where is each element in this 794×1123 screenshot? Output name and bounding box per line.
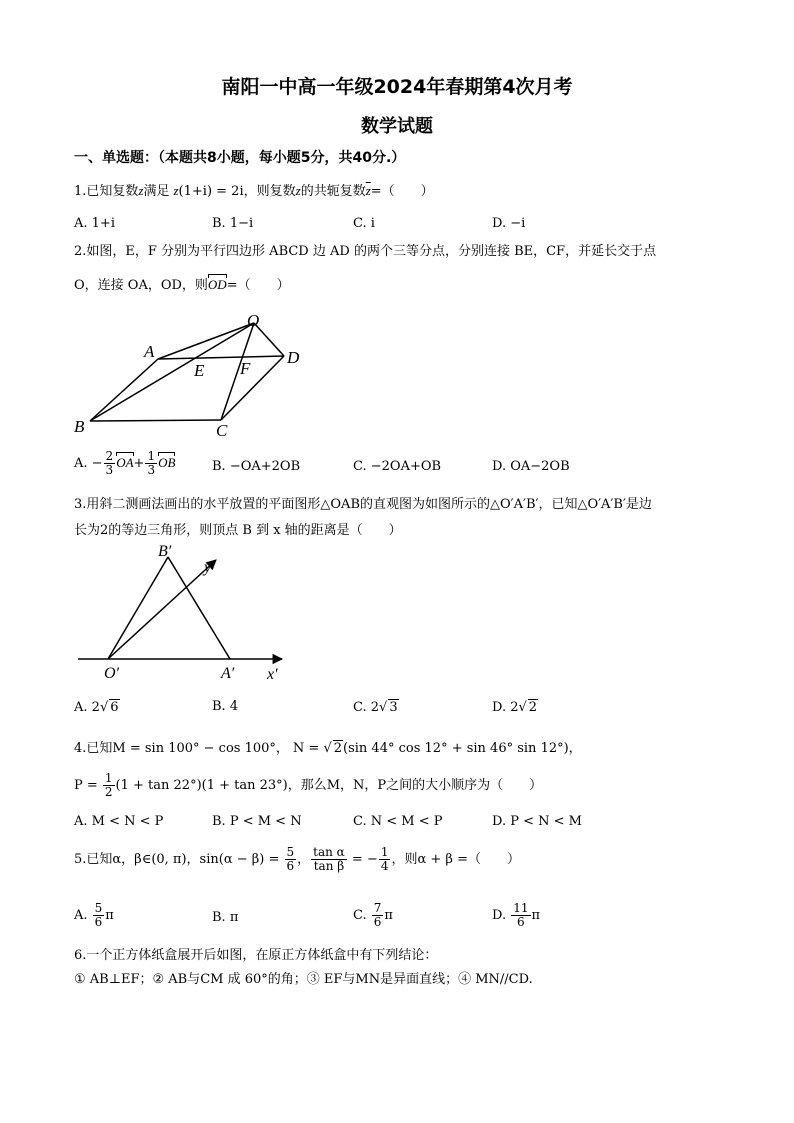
question-6-line-1: 6.一个正方体纸盒展开后如图，在原正方体纸盒中有下列结论：	[74, 948, 438, 963]
q4-option-a: A. M < N < P	[74, 814, 164, 829]
side-ob	[108, 557, 168, 659]
parallelogram-figure	[70, 305, 320, 440]
exam-subtitle: 数学试题	[361, 116, 433, 137]
q1-option-a: A. 1+i	[74, 216, 115, 231]
question-4-line-1: 4.已知M = sin 100° − cos 100°， N = √ 2(sin 44° cos 12° + sin 46° sin 12°)，	[74, 741, 582, 756]
q2-option-a: A. − $\frac{2}{3}$ OA+ $\frac{1}{3}$ OB	[74, 449, 176, 477]
question-4-line-2: P = $\frac{1}{2}$ (1 + tan 22°)(1 + tan 23°)，那么M，N，P之间的大小顺序为（ ）	[74, 771, 543, 799]
label-x-prime: x′	[267, 666, 278, 683]
q3-option-a: A. 2√ 6	[74, 700, 119, 715]
section-heading: 一、单选题：（本题共8小题，每小题5分，共40分.）	[74, 150, 406, 166]
label-a: A	[144, 342, 155, 361]
q5-option-c: C. $\frac{7}{6}$ π	[353, 901, 393, 929]
side-ad	[158, 356, 284, 359]
q2-option-d: D. OA−2OB	[492, 459, 570, 474]
q2-option-c: C. −2OA+OB	[353, 459, 442, 474]
q4-option-d: D. P < N < M	[492, 814, 582, 829]
question-6-line-2: ① AB⊥EF；② AB与CM 成 60°的角；③ EF与MN是异面直线；④ MN//CD.	[74, 972, 533, 987]
label-d: D	[287, 348, 300, 367]
q3-option-c: C. 2√ 3	[353, 700, 398, 715]
question-2-line-1: 2.如图，E，F 分别为平行四边形 ABCD 边 AD 的两个三等分点，分别连接 BE，CF，并延长交于点	[74, 244, 657, 259]
q3-option-b: B. 4	[212, 699, 239, 714]
q4-option-b: B. P < M < N	[212, 814, 302, 829]
line-ao	[158, 323, 254, 359]
label-y-prime: y′	[204, 559, 215, 576]
side-bc	[90, 420, 221, 421]
oblique-triangle-figure	[70, 538, 300, 686]
side-ab	[90, 359, 158, 421]
q5-option-d: D. $\frac{11}{6}$ π	[492, 901, 541, 929]
label-b: B	[74, 417, 85, 436]
label-a-prime: A′	[221, 665, 235, 682]
side-cd	[221, 356, 284, 420]
exam-title: 南阳一中高一年级2024年春期第4次月考	[221, 76, 573, 98]
q1-option-b: B. 1−i	[212, 216, 254, 231]
q3-option-d: D. 2√ 2	[492, 700, 538, 715]
label-c: C	[216, 421, 228, 440]
side-ab	[168, 557, 230, 659]
q5-option-a: A. $\frac{5}{6}$ π	[74, 901, 114, 929]
q5-option-b: B. π	[212, 910, 239, 925]
label-b-prime: B′	[158, 543, 172, 560]
question-3-line-2: 长为2的等边三角形，则顶点 B 到 x 轴的距离是（ ）	[74, 523, 402, 538]
q1-option-c: C. i	[353, 216, 375, 231]
label-o-prime: O′	[104, 665, 120, 682]
q4-option-c: C. N < M < P	[353, 814, 443, 829]
q1-option-d: D. −i	[492, 216, 526, 231]
label-o: O	[247, 311, 260, 330]
label-e: E	[194, 361, 205, 380]
label-f: F	[240, 359, 251, 378]
q2-option-b: B. −OA+2OB	[212, 459, 301, 474]
question-3-line-1: 3.用斜二测画法画出的水平放置的平面图形△OAB的直观图为如图所示的△O′A′B′，已知△O′A′B′是边	[74, 497, 652, 512]
question-5-stem: 5.已知α，β∈(0, π)，sin(α − β) = $\frac{5}{6}$ ， $\frac{\text{tan α}}{\text{tan β}}$ = − $\frac{1}{4}$ ，则α + β =（ ）	[74, 845, 520, 873]
question-2-line-2: O，连接 OA，OD，则OD=（ ）	[74, 277, 290, 293]
line-bo	[90, 323, 254, 421]
question-1-stem: 1.已知复数z满足 z(1+i) = 2i，则复数z的共轭复数$\overline{z}=$（ ）	[74, 183, 434, 199]
